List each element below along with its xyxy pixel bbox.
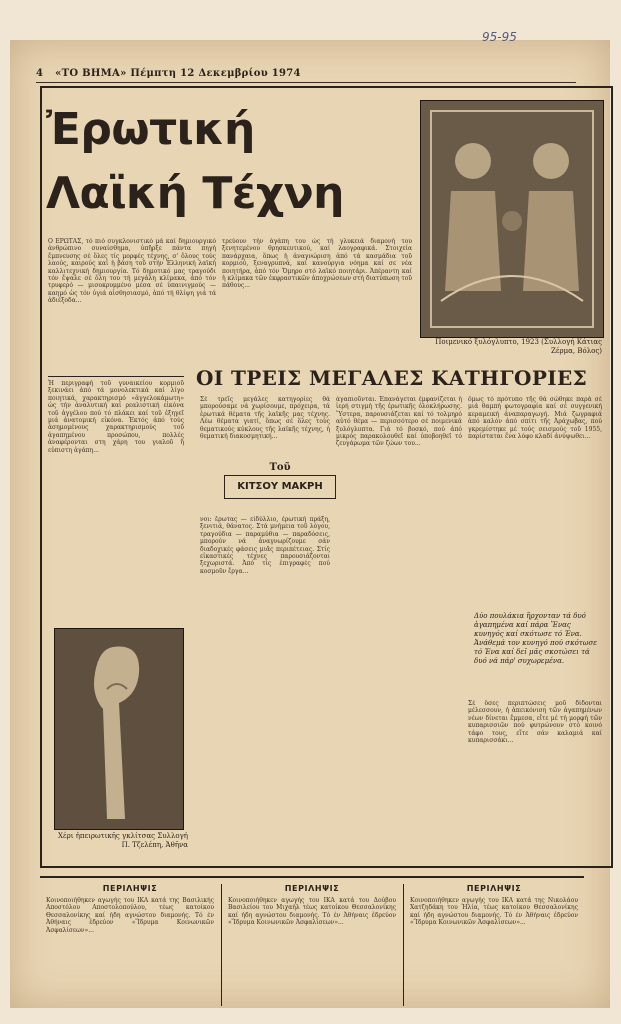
notice-3-body: Κοινοποιήθηκεν αγωγής του ΙΚΑ κατά της Νικολάου Χατζηδάκη του Ἠλία, τέως κατοίκου Θεσσαλονίκης καί ήδη αγνώστου διαμονής. Τό έν Ἀθήναις ἐδρεύον «Ἵδρυμα Κοινωνικῶν Ἀσφαλίσεων»... — [410, 897, 578, 927]
body-text-3b: Σέ ὅσες περιπτώσεις μοῦ δίδονται μέλεσσουν, ἡ ἀπεικόνιση τῶν ἀγαπημένων νέων δίνεται ἔμμεσα, εἴτε μέ τή μορφή τῶν κυπαρισσιῶν πού φυτρώνουν στό κοινό τάφο τους, εἴτε σάν καλαμιά καί κυπαρισσάκι... — [468, 700, 602, 745]
notice-1 — [46, 884, 214, 934]
photo-caption-1: Ποιμενικό ξυλόγλυπτο, 1923 (Συλλογή Κάτιας Ζέρμα, Βόλος) — [435, 338, 602, 355]
intro-column-2 — [222, 238, 412, 358]
notice-2-title: ΠΕΡΙΛΗΨΙΣ — [284, 884, 340, 893]
intro-column-1 — [48, 238, 216, 358]
header-rule — [36, 82, 576, 83]
notice-1-title: ΠΕΡΙΛΗΨΙΣ — [102, 884, 158, 893]
handwritten-note: 95-95 — [482, 30, 517, 44]
body-text-1a: Σέ τρεῖς μεγάλες κατηγορίες θά μπορούσαμε νά χωρίσουμε, πρόχειρα, τά ἐρωτικά θέματα τῆς λαϊκῆς μας τέχνης. Λέω θέματα γιατί, ὅπως σέ ὅλες τούς θεματικούς κύκλους τῆς λαϊκῆς τέχνης, ἡ θεματική διακοσμητική... — [200, 396, 330, 441]
staff-handle-illustration — [55, 629, 183, 829]
intro-text-1: Ο ΕΡΩΤΑΣ, τό πιό συγκλονιστικό μά καί δημιουργικό ἀνθρώπινο συναίσθημα, ὑπῆρξε πάντα πηγή ἔμπνευσης σέ ὅλες τίς μορφές τέχνης, σ' ὅλους τούς λαούς, καιρούς καί ἡ βάση τοῦ στήν Ἑλληνική λαϊκή καλλιτεχνική δημιουργία. Τό δημοτικό μας τραγούδι τόν ἔψαλε σέ ὅλη του τή μεγάλη κλίμακα, ἀπό τόν τρυφερό — μισοκρυμμένο μέσα σέ ὑπαινιγμούς — καημό ὡς τόν ὑγιά αἰσθησιασμό, ἀπό τή θλίψη γιά τά ἀδιέξοδα... — [48, 238, 216, 305]
issue-date: Πέμπτη 12 Δεκεμβρίου 1974 — [130, 68, 301, 79]
subheading: ΟΙ ΤΡΕΙΣ ΜΕΓΑΛΕΣ ΚΑΤΗΓΟΡΙΕΣ — [196, 366, 588, 390]
byline-prefix: Τοῦ — [269, 462, 291, 473]
notice-divider-2 — [403, 884, 404, 1006]
photo-caption-2: Χέρι ἠπειρωτικῆς γκλίτσας Συλλογή Π. Τζελέπη, Ἀθῆνα — [58, 832, 188, 849]
page-header — [36, 68, 576, 79]
notice-1-body: Κοινοποιήθηκεν αγωγής του ΙΚΑ κατά της Βασιλικής Αποστόλου Αποστολοπούλου, τέως κατοίκου Θεσσαλονίκης καί ήδη αγνώστου διαμονής. Τό έν Ἀθήναις ἐδρεύον «Ἵδρυμα Κοινωνικῶν Ἀσφαλίσεων»... — [46, 897, 214, 934]
notice-2-body: Κοινοποιήθηκεν αγωγής του ΙΚΑ κατά του Δούβου Βασιλείου του Μιχαήλ τέως κατοίκου Θεσσαλονίκης καί ήδη αγνώστου διαμονής. Τό έν Ἀθήναις ἐδρεύον «Ἵδρυμα Κοινωνικῶν Ἀσφαλίσεων»... — [228, 897, 396, 927]
notice-3-title: ΠΕΡΙΛΗΨΙΣ — [466, 884, 522, 893]
left-column — [48, 376, 184, 620]
body-column-1b — [200, 516, 330, 844]
intro-text-2: τρεύουν τήν ἀγάπη του ὡς τή γλυκειά διαμονή του ξενητεμένου θρησκευτικού, καί λαογραφικά. Στοιχεία πανάρχαια, ὅπως ἡ ἀναγνώριση ἀπό τά κασμάδια τοῦ κορμιού, ξεναγρυπνά, καί κανούργια νόημα καί σε νέα ποιητήρα, ἀπό τόν Ὅμηρο στό λαϊκό ποιητάρι. Ἀπέραντη καί ἡ κλίμακα τῶν ἐκφραστικῶν ἀποχρώσεων στή διατύπωση τοῦ πάθους... — [222, 238, 412, 290]
body-column-1a — [200, 396, 330, 462]
body-column-3b — [468, 700, 602, 844]
carving-photo — [420, 100, 604, 338]
notice-3 — [410, 884, 578, 927]
legal-notices — [40, 876, 584, 1010]
body-text-3a: ὅμως τό πρότυπο τῆς θά σώθηκε παρά σέ μιά θαμπή φωτογραφία καί σέ συγγενική κεραμεική ἀναπαραγωγή. Μιά ζωγραφιά ἀπό καλόν ἀπό σπίτι τῆς Ἀράχωβας, πού γκρεμίστηκε μέ τούς σεισμούς τοῦ 1955, παρίσταται ἕνα λόφο κλαδί ἀνύψωθει... — [468, 396, 602, 441]
body-column-3a — [468, 396, 602, 612]
carving-illustration — [421, 101, 603, 337]
body-text-1b: νοι: ἔρωτας — εἰδύλλιο, ἐρωτική πράξη, ξενιτιά, θάνατος. Στά μνήμεια τοῦ λόγου, τραγούδια — παραμύθια — παραδόσεις, μπορούν νά ἀναγνωρίζουμε σάν διαδοχικές φάσεις μιᾶς περιπέτειας. Στίς εἰκαστικές τέχνες παρουσιάζονται ξεχωριστά. Ἀπό τίς ἐπιγραφές πού κοσμοῦν ἔργα... — [200, 516, 330, 575]
notice-2 — [228, 884, 396, 927]
body-text-2: ἀγαπιοῦνται. Ἐπανάγεται ἐμφανίζεται ἡ ἰερή στιγμή τῆς ἐρωτικῆς ὁλοκλήρωσης. Ὕστερα, παρουσιάζεται καί τό τολμηρό αὐτό θέμα — περισσότερο σέ ποιμενικά ξυλόγλυπτα. Γιά τό βοσκό, πού ἀπό μικρός παρακολουθεῖ καί ὑποβοηθεῖ τό ζευγάρωμα τῶν ζώων του... — [336, 396, 462, 448]
body-column-2 — [336, 396, 462, 844]
staff-handle-photo — [54, 628, 184, 830]
title-line-2: Λαϊκή Τέχνη — [46, 168, 345, 219]
left-column-text: Ἡ περιγραφή τοῦ γυναικείου κορμιοῦ ξεκινάει ἀπό τά μονολεκτικά καί λίγο ποιητικά, χαρακτηρισμό «ἀγγελοκάμωτη» ὡς τήν ἀναλυτική καί ρεαλιστική εἰκόνα τοῦ ἀγγέλου πού τό πλάκει καί τοῦ ἐξηγεῖ μιά ἀνατομική εἰκόνα. Ἐκτός ἀπό τούς ἀσημομένους χαρακτηρισμούς τοῦ ἀγαπημένου προσώπου, πολλές ἀναφέρονται στη χάρη του γιαλοῦ ἢ εὐπιστη ἀγάπη... — [48, 380, 184, 454]
title-line-1: Ἐρωτική — [46, 104, 255, 155]
paper-name: «ΤΟ ΒΗΜΑ» — [55, 68, 127, 79]
poem-verse: Δύο πουλάκια ἥρχονταν τά δυό ἀγαπημένα καί πάρα Ἕνας κυνηγός καί σκότωσε τό Ένα. Ἀνάθεμά τον κυνηγό πού σκότωσε τό Ένα καί δεῖ μᾶς σκοτώσει τά δυό νά πάρ' συχωρεμένα. — [474, 612, 597, 665]
page-number: 4 — [36, 68, 44, 79]
byline-name: ΚΙΤΣΟΥ ΜΑΚΡΗ — [224, 475, 336, 499]
article-title — [46, 98, 344, 226]
notice-divider-1 — [221, 884, 222, 1006]
